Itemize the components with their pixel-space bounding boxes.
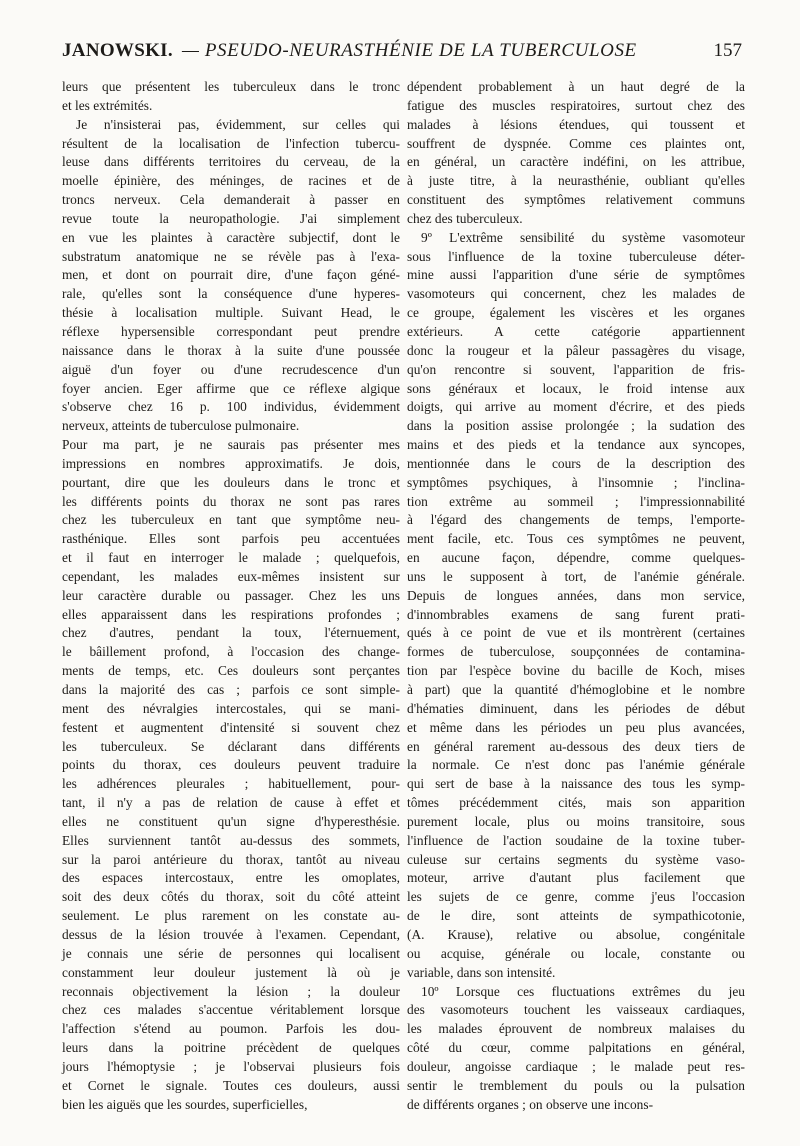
text-line: substratum anatomique ne se révèle pas à l'exa- — [62, 248, 400, 264]
text-line: mentionnée dans le cours de la description des — [407, 455, 745, 471]
text-line: variable, dans son intensité. — [407, 964, 556, 980]
text-line: de différents organes ; on observe une incons- — [407, 1096, 654, 1112]
text-line: Elles surviennent tantôt au-dessus des sommets, — [62, 832, 400, 848]
text-line: cependant, les malades eux-mêmes insistent sur — [62, 568, 400, 584]
text-line: revue toute la neuropathologie. J'ai simplement — [62, 210, 400, 226]
running-header — [62, 40, 742, 70]
text-line: chez d'autres, pendant la toux, l'éternuement, — [62, 625, 400, 641]
text-line: ment facile, etc. Tous ces symptômes ne peuvent, — [407, 531, 745, 547]
text-line: chez les tuberculeux en tant que symptôme neu- — [62, 512, 400, 528]
text-line: résultent de la localisation de l'infection tubercu- — [62, 135, 400, 151]
text-line: réflexe hypersensible correspondant peut prendre — [62, 323, 400, 339]
right-column — [407, 78, 745, 1114]
text-line: je connais une série de personnes qui localisent — [62, 945, 400, 961]
text-line: foyer ancien. Eger affirme que ce réflexe algique — [62, 380, 400, 396]
text-line: constituent des symptômes relativement communs — [407, 192, 745, 208]
text-line: leur caractère durable ou passager. Chez les uns — [62, 587, 400, 603]
text-line: l'influence de l'action soudaine de la toxine tuber- — [407, 832, 745, 848]
text-line: en général rarement au-dessous des deux tiers de — [407, 738, 745, 754]
text-line: festent et augmentent d'intensité si souvent chez — [62, 719, 400, 735]
left-column — [62, 78, 400, 1114]
text-line: à juste titre, à la neurasthénie, oubliant qu'elles — [407, 173, 745, 189]
text-line: sur la paroi antérieure du thorax, tantôt au niveau — [62, 851, 400, 867]
text-line: rasthénique. Elles sont parfois peu accentuées — [62, 531, 400, 547]
text-line: 9º L'extrême sensibilité du système vasomoteur — [421, 229, 745, 245]
text-line: 10º Lorsque ces fluctuations extrêmes du jeu — [421, 983, 745, 999]
text-line: qués à ce point de vue et ils montrèrent (certaines — [407, 625, 745, 641]
text-line: des vasomoteurs touchent les vaisseaux cardiaques, — [407, 1002, 745, 1018]
text-line: symptômes psychiques, à l'insomnie ; l'inclina- — [407, 474, 745, 490]
text-line: ou acquise, générale ou locale, constante ou — [407, 945, 745, 961]
text-line: tant, il n'y a pas de relation de cause à effet et — [62, 795, 400, 811]
text-line: soit des deux côtés du thorax, soit du côté atteint — [62, 889, 400, 905]
text-line: sous l'influence de la toxine tuberculeuse déter- — [407, 248, 745, 264]
text-line: reconnais objectivement la lésion ; la douleur — [62, 983, 400, 999]
text-line: elles ne constituent qu'un signe d'hyperesthésie. — [62, 813, 400, 829]
text-line: et Cornet le signale. Toutes ces douleurs, aussi — [62, 1077, 400, 1093]
text-line: qui sert de base à la naissance des tous les symp- — [407, 776, 745, 792]
text-line: impressions en nombres approximatifs. Je dois, — [62, 455, 400, 471]
text-line: thésie à localisation multiple. Suivant Head, le — [62, 305, 400, 321]
text-line: extérieurs. A cette catégorie appartiennent — [407, 323, 745, 339]
text-line: ments de temps, etc. Ces douleurs sont perçantes — [62, 663, 400, 679]
text-line: Je n'insisterai pas, évidemment, sur celles qui — [76, 116, 400, 132]
text-line: le bâillement profond, à l'occasion des change- — [62, 644, 400, 660]
text-line: dans la position assise prolongée ; la sudation des — [407, 418, 745, 434]
text-line: formes de tuberculose, soupçonnées de contamina- — [407, 644, 745, 660]
text-line: Pour ma part, je ne saurais pas présenter mes — [62, 437, 400, 453]
text-line: pourtant, dire que les douleurs dans le tronc et — [62, 474, 400, 490]
text-line: dépendent probablement à un haut degré de la — [407, 79, 745, 94]
text-line: vasomoteurs qui concernent, chez les malades de — [407, 286, 745, 302]
text-line: bien les aiguës que les sourdes, superficielles, — [62, 1096, 308, 1112]
text-line: d'innombrables examens de sang furent prati- — [407, 606, 745, 622]
text-line: dessus de la lésion trouvée à l'examen. Cependant, — [62, 926, 400, 942]
text-line: les différents points du thorax ne sont pas rares — [62, 493, 400, 509]
text-line: en vue les plaintes à caractère subjectif, dont le — [62, 229, 400, 245]
text-line: dans la majorité des cas ; parfois ce sont simple- — [62, 682, 400, 697]
text-line: moelle épinière, des méninges, de racines et de — [62, 173, 400, 189]
text-line: leuse dans différents territoires du cerveau, de la — [62, 154, 400, 170]
text-line: en aucune façon, dépendre, comme quelques- — [407, 550, 745, 566]
text-line: purement locale, plus ou moins transitoire, sous — [407, 813, 745, 829]
text-line: des espaces intercostaux, entre les omoplates, — [62, 870, 400, 886]
text-line: malades à lésions étendues, qui toussent et — [407, 116, 745, 132]
text-line: les malades éprouvent de nombreux malaises du — [407, 1021, 745, 1037]
text-line: fatigue des muscles respiratoires, surtout chez des — [407, 97, 745, 113]
text-line: de le dire, sont atteints de sympathicotonie, — [407, 908, 745, 924]
text-line: qu'on rencontre si souvent, l'apparition de fris- — [407, 361, 745, 377]
text-line: rale, qu'elles sont la conséquence d'une hyperes- — [62, 286, 400, 302]
text-line: moteur, arrive d'autant plus facilement que — [407, 870, 745, 886]
text-line: mine aussi l'apparition d'une série de symptômes — [407, 267, 745, 283]
text-line: et il faut en interroger le malade ; quelquefois, — [62, 550, 400, 566]
text-line: sentir le tremblement du pouls ou la pulsation — [407, 1077, 745, 1093]
text-line: les adhérences pleurales ; habituellement, pour- — [62, 776, 400, 792]
text-line: ment des névralgies intercostales, qui se mani- — [62, 700, 400, 716]
text-line: chez ces malades s'accentue véritablement lorsque — [62, 1002, 400, 1018]
text-line: aiguë d'un foyer ou d'une recrudescence d'un — [62, 361, 400, 377]
text-line: en général, un caractère indéfini, on les attribue, — [407, 154, 745, 170]
text-line: (A. Krause), relative ou absolue, congénitale — [407, 926, 745, 942]
text-line: seulement. Le plus rarement on les constate au- — [62, 908, 400, 924]
page-number: 157 — [713, 40, 742, 61]
text-line: donc la rougeur et la pâleur passagères du visage, — [407, 342, 745, 358]
text-line: mains et des pieds et la tendance aux syncopes, — [407, 437, 745, 453]
text-line: jours l'hémoptysie ; je l'observai plusieurs fois — [62, 1058, 400, 1074]
text-line: constamment leur douleur justement là où je — [62, 964, 400, 980]
text-line: et même dans les périodes un peu plus avancées, — [407, 719, 745, 735]
text-line: sons généraux et locaux, le froid intense aux — [407, 380, 745, 396]
text-line: tion par l'espèce bovine du bacille de Koch, mises — [407, 663, 745, 679]
text-line: d'hématies diminuent, dans les périodes de début — [407, 700, 745, 716]
text-line: côté du cœur, comme palpitations en général, — [407, 1040, 745, 1056]
text-line: les sujets de ce genre, comme j'eus l'occasion — [407, 889, 745, 905]
text-line: leurs que présentent les tuberculeux dans le tronc — [62, 79, 400, 94]
text-line: leurs dans la poitrine précèdent de quelques — [62, 1040, 400, 1056]
text-line: uns le supposent à tort, de l'anémie générale. — [407, 568, 745, 584]
text-line: s'observe chez 16 p. 100 individus, évidemment — [62, 399, 400, 415]
text-line: à part) que la quantité d'hémoglobine et le nombre — [407, 682, 745, 697]
text-line: troncs nerveux. Cela demanderait à passer en — [62, 192, 400, 208]
text-line: souffrent de dyspnée. Comme ces plaintes ont, — [407, 135, 745, 151]
text-line: elles apparaissent dans les respirations profondes ; — [62, 606, 400, 622]
header-author: JANOWSKI. — [62, 40, 173, 61]
text-line: chez des tuberculeux. — [407, 210, 523, 226]
text-line: à l'égard des changements de temps, l'emporte- — [407, 512, 745, 528]
text-line: douleur, angoisse cardiaque ; le malade peut res- — [407, 1058, 745, 1074]
text-line: nerveux, atteints de tuberculose pulmonaire. — [62, 418, 300, 434]
header-title: — PSEUDO-NEURASTHÉNIE DE LA TUBERCULOSE — [182, 40, 637, 61]
text-line: culeuse sur certains segments du système vaso- — [407, 851, 745, 867]
text-line: l'affection s'étend au poumon. Parfois les dou- — [62, 1021, 400, 1037]
text-line: men, et dont on pourrait dire, d'une façon géné- — [62, 267, 400, 283]
text-line: naissance dans le thorax à la suite d'une poussée — [62, 342, 400, 358]
text-line: Depuis de longues années, dans mon service, — [407, 587, 745, 603]
text-line: la normale. Ce n'est donc pas l'anémie générale — [407, 757, 745, 773]
text-line: doigts, qui arrive au moment d'écrire, et des pieds — [407, 399, 745, 415]
text-line: tômes précédemment cités, mais son apparition — [407, 795, 745, 811]
text-line: tion extrême au sommeil ; l'impressionnabilité — [407, 493, 745, 509]
text-line: ce groupe, également les viscères et les organes — [407, 305, 745, 321]
text-line: points du thorax, ces douleurs peuvent traduire — [62, 757, 400, 773]
text-line: et les extrémités. — [62, 97, 153, 113]
text-line: les tuberculeux. Se déclarant dans différents — [62, 738, 400, 754]
